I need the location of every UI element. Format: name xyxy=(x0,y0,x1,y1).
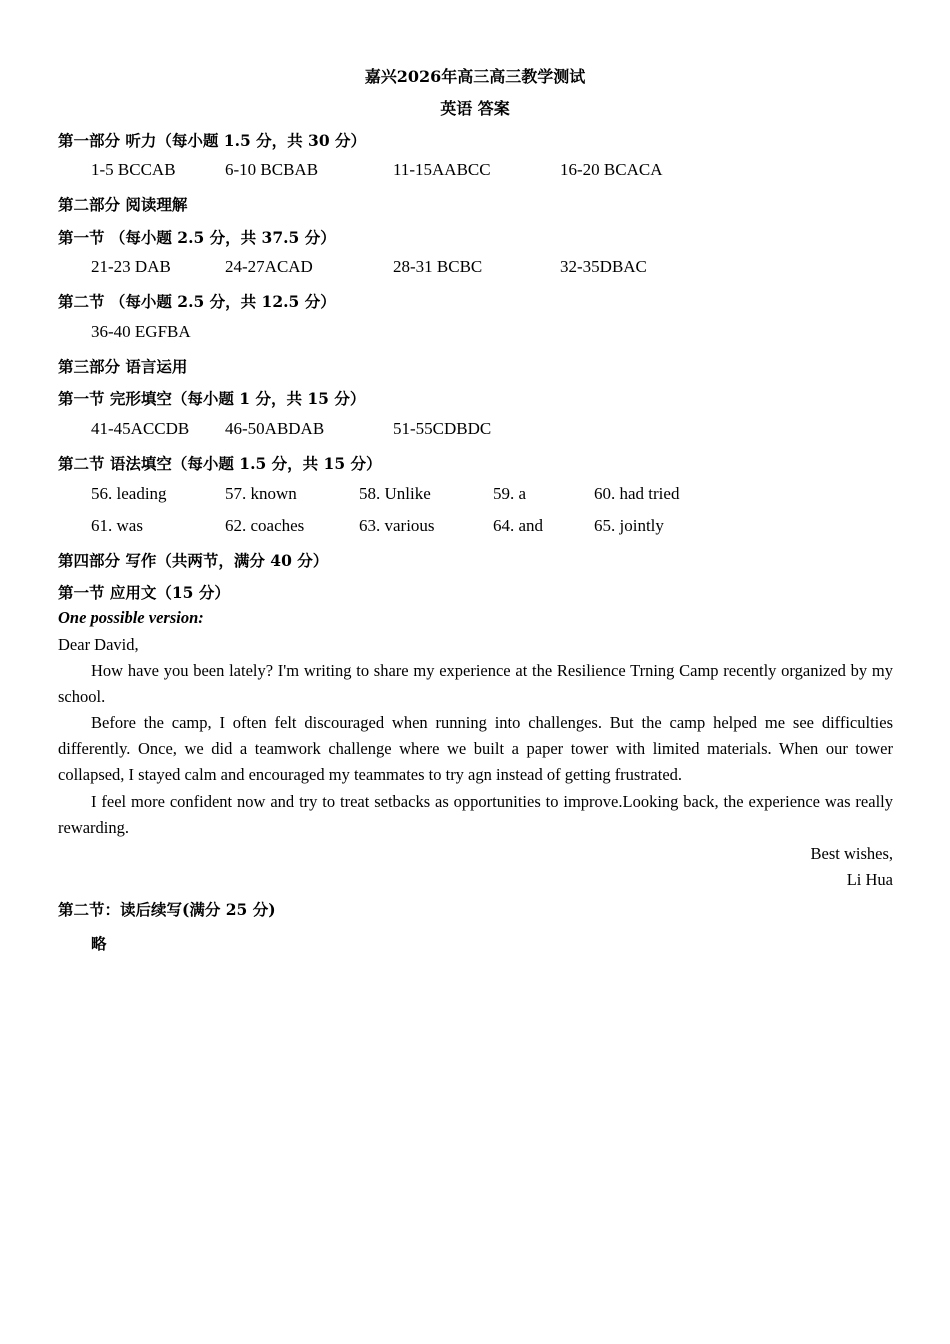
part4-section2-heading: 第二节：读后续写(满分 25 分) xyxy=(58,900,276,919)
part4-heading: 第四部分 写作（共两节，满分 40 分） xyxy=(58,551,329,570)
grammar-answer: 59. a xyxy=(493,484,527,503)
grammar-answer: 56. leading xyxy=(91,484,167,503)
answer-group: 6-10 BCBAB xyxy=(225,160,319,179)
grammar-answer: 64. and xyxy=(493,516,544,535)
part4-section1-heading: 第一节 应用文（15 分） xyxy=(58,583,230,602)
document-subtitle: 英语 答案 xyxy=(440,99,510,118)
letter-signature: Li Hua xyxy=(846,870,893,889)
answer-group: 11-15AABCC xyxy=(393,160,491,179)
part2-section1-heading: 第一节 （每小题 2.5 分，共 37.5 分） xyxy=(58,228,336,247)
grammar-answer: 57. known xyxy=(225,484,297,503)
part2-heading: 第二部分 阅读理解 xyxy=(58,195,188,214)
letter-closing: Best wishes, xyxy=(810,844,893,863)
grammar-answer: 58. Unlike xyxy=(359,484,431,503)
answer-group: 36-40 EGFBA xyxy=(91,322,191,341)
part3-heading: 第三部分 语言运用 xyxy=(58,357,188,376)
answer-group: 32-35DBAC xyxy=(560,257,647,276)
letter-paragraph: I feel more confident now and try to treat setbacks as opportunities to improve.Looking back, the experience was really rewarding. xyxy=(58,792,893,837)
letter-paragraph: Before the camp, I often felt discouraged when running into challenges. But the camp helped me see difficulties differently. Once, we did a teamwork challenge where we built a paper tower with limited materials. When our tower collapsed, I stayed calm and encouraged my teammates to try agn instead of getting frustrated. xyxy=(58,713,893,784)
version-label: One possible version: xyxy=(58,608,204,627)
answer-group: 28-31 BCBC xyxy=(393,257,483,276)
answer-group: 41-45ACCDB xyxy=(91,419,190,438)
letter-paragraph: How have you been lately? I'm writing to share my experience at the Resilience Trning Camp recently organized by my school. xyxy=(58,661,893,706)
grammar-answer: 60. had tried xyxy=(594,484,680,503)
answer-group: 16-20 BCACA xyxy=(560,160,663,179)
grammar-answer: 63. various xyxy=(359,516,435,535)
answer-group: 21-23 DAB xyxy=(91,257,171,276)
part4-section2-content: 略 xyxy=(91,934,107,953)
part1-heading: 第一部分 听力（每小题 1.5 分，共 30 分） xyxy=(58,131,367,150)
answer-group: 1-5 BCCAB xyxy=(91,160,176,179)
part2-section2-heading: 第二节 （每小题 2.5 分，共 12.5 分） xyxy=(58,292,336,311)
part3-section1-heading: 第一节 完形填空（每小题 1 分，共 15 分） xyxy=(58,389,366,408)
grammar-answer: 65. jointly xyxy=(594,516,664,535)
letter-salutation: Dear David, xyxy=(58,635,139,654)
answer-group: 51-55CDBDC xyxy=(393,419,492,438)
document-title: 嘉兴2026年高三高三教学测试 xyxy=(364,67,586,86)
answer-group: 46-50ABDAB xyxy=(225,419,325,438)
grammar-answer: 61. was xyxy=(91,516,143,535)
answer-group: 24-27ACAD xyxy=(225,257,313,276)
grammar-answer: 62. coaches xyxy=(225,516,305,535)
part3-section2-heading: 第二节 语法填空（每小题 1.5 分，共 15 分） xyxy=(58,454,382,473)
